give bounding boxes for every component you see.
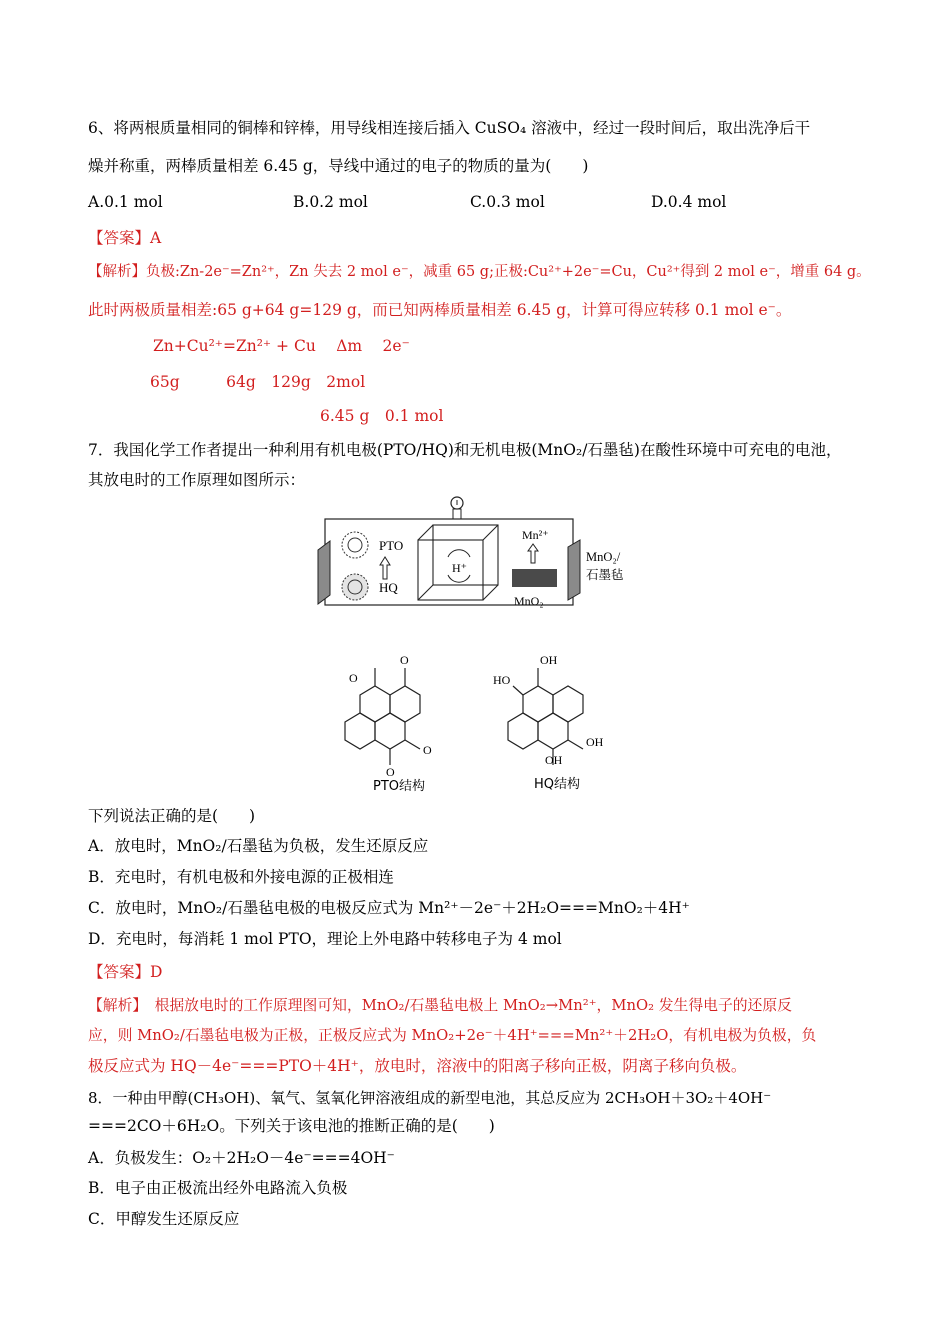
hq-oh-2: OH [586,735,604,749]
q8-option-c: C．甲醇发生还原反应 [88,1210,240,1228]
q8-option-a: A．负极发生：O₂＋2H₂O－4e⁻===4OH⁻ [88,1149,395,1167]
q6-calc-line-1: Zn+Cu²⁺=Zn²⁺ + Cu Δm 2e⁻ [153,337,410,355]
q6-option-c: C.0.3 mol [470,193,545,211]
q6-calc-line-3: 6.45 g 0.1 mol [320,407,444,425]
organic-electrode [318,541,330,604]
hq-oh-3: OH [545,753,563,767]
q8-option-b: B．电子由正极流出经外电路流入负极 [88,1179,348,1197]
q6-stem-line-2: 燥并称重，两棒质量相差 6.45 g，导线中通过的电子的物质的量为( ) [88,157,589,175]
hplus-label: H⁺ [452,561,467,575]
q6-option-d: D.0.4 mol [651,193,727,211]
q8-stem-line-1: 8．一种由甲醇(CH₃OH)、氧气、氢氧化钾溶液组成的新型电池，其总反应为 2CH₃OH＋3O₂＋4OH⁻ [88,1089,772,1107]
q6-answer: 【答案】A [88,229,162,247]
q6-stem-line-1: 6、将两根质量相同的铜棒和锌棒，用导线相连接后插入 CuSO₄ 溶液中，经过一段时间后，取出洗净后干 [88,119,811,137]
q6-calc-line-2: 65g 64g 129g 2mol [150,373,366,391]
pto-o-2: O [400,653,409,667]
q7-analysis-line-2: 应，则 MnO₂/石墨毡电极为正极，正极反应式为 MnO₂+2e⁻＋4H⁺===Mn²⁺＋2H₂O，有机电极为负极，负 [88,1027,817,1044]
electrode-label-1: MnO₂/ [586,550,621,564]
up-arrow-icon [380,557,390,579]
electrode-label-2: 石墨毡 [586,567,624,582]
mn-ion-label: Mn²⁺ [522,528,549,542]
bulb-icon [451,497,463,519]
hq-label: HQ [379,580,398,595]
q7-analysis-line-3: 极反应式为 HQ－4e⁻===PTO＋4H⁺，放电时，溶液中的阳离子移向正极，阴离子移向负极。 [88,1057,747,1075]
q6-analysis-line-1: 【解析】负极:Zn-2e⁻=Zn²⁺，Zn 失去 2 mol e⁻，减重 65 g;正极:Cu²⁺+2e⁻=Cu，Cu²⁺得到 2 mol e⁻，增重 64 g。 [88,264,871,280]
q7-stem-line-2: 其放电时的工作原理如图所示： [88,471,306,489]
mno2-electrode [568,540,580,600]
hq-molecule-icon [342,574,368,600]
pto-o-3: O [423,743,432,757]
q6-option-b: B.0.2 mol [293,193,368,211]
q7-question: 下列说法正确的是( ) [88,807,256,825]
q7-option-c: C．放电时，MnO₂/石墨毡电极的电极反应式为 Mn²⁺－2e⁻＋2H₂O===MnO₂＋4H⁺ [88,899,690,917]
q7-option-a: A．放电时，MnO₂/石墨毡为负极，发生还原反应 [88,837,429,855]
mno2-label: MnO₂ [514,594,544,608]
pto-structure [335,650,455,795]
battery-diagram [300,495,640,620]
hq-oh-1: OH [540,653,558,667]
q7-option-b: B．充电时，有机电极和外接电源的正极相连 [88,868,394,886]
q7-answer: 【答案】D [88,963,163,981]
up-arrow-icon [528,544,538,563]
q6-option-a: A.0.1 mol [88,193,163,211]
hq-ho-1: HO [493,673,511,687]
q8-stem-line-2: ===2CO＋6H₂O。下列关于该电池的推断正确的是( ) [88,1117,495,1135]
q6-analysis-line-2: 此时两极质量相差:65 g+64 g=129 g，而已知两棒质量相差 6.45 g，计算可得应转移 0.1 mol e⁻。 [88,301,792,319]
q7-option-d: D．充电时，每消耗 1 mol PTO，理论上外电路中转移电子为 4 mol [88,930,562,948]
mno2-block [512,569,557,587]
pto-label: PTO [379,538,404,553]
pto-o-4: O [386,765,395,779]
pto-molecule-icon [342,532,368,558]
q7-stem-line-1: 7．我国化学工作者提出一种利用有机电极(PTO/HQ)和无机电极(MnO₂/石墨毡)在酸性环境中可充电的电池， [88,441,842,459]
pto-o-1: O [349,671,358,685]
pto-caption: PTO结构 [373,779,426,794]
hq-structure [488,650,628,795]
hq-caption: HQ结构 [534,777,581,792]
q7-analysis-line-1: 【解析】 根据放电时的工作原理图可知，MnO₂/石墨毡电极上 MnO₂→Mn²⁺，MnO₂ 发生得电子的还原反 [88,997,792,1014]
